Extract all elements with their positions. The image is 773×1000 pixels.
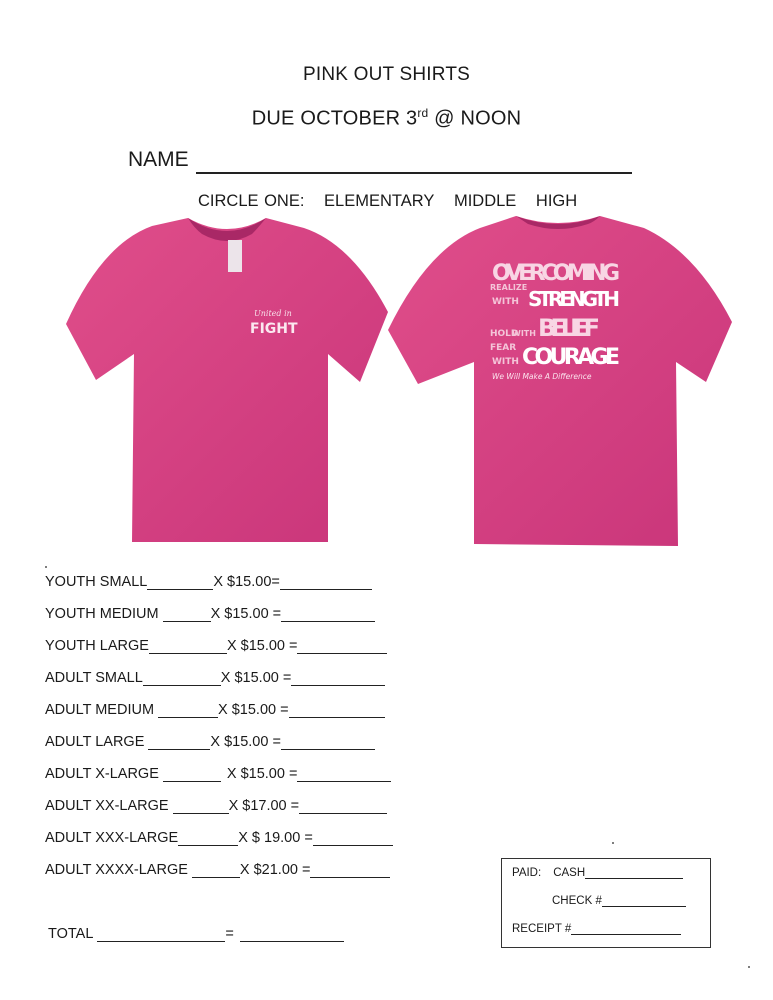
quantity-field[interactable]: [178, 831, 238, 846]
payment-box: [501, 858, 711, 948]
due-date: [0, 106, 773, 131]
quantity-field[interactable]: [149, 639, 227, 654]
size-label: ADULT X-LARGE: [45, 766, 159, 782]
logo-script-text: United in: [254, 309, 292, 318]
print-hold: HOLD: [490, 329, 519, 339]
print-with-1: WITH: [492, 297, 519, 307]
form-title: PINK OUT SHIRTS: [303, 64, 470, 85]
paid-label: PAID:: [512, 867, 542, 879]
option-middle[interactable]: MIDDLE: [453, 192, 517, 210]
total-label: TOTAL: [48, 926, 94, 942]
price-label: X $15.00 =: [220, 670, 292, 686]
quantity-field[interactable]: [163, 607, 211, 622]
check-line: [552, 895, 686, 907]
quantity-field[interactable]: [148, 735, 210, 750]
order-row-adult-xxx-large: [45, 826, 393, 846]
size-label: ADULT MEDIUM: [45, 702, 155, 718]
paid-cash-line: [512, 867, 683, 879]
check-label: CHECK #: [552, 895, 602, 907]
amount-field[interactable]: [280, 575, 372, 590]
size-label: YOUTH SMALL: [45, 574, 148, 590]
price-label: X $ 19.00 =: [238, 830, 313, 846]
order-row-youth-small: [45, 570, 372, 590]
circle-one-label: CIRCLE ONE:: [198, 192, 305, 210]
print-with-2: WITH: [512, 329, 536, 338]
amount-field[interactable]: [281, 735, 375, 750]
size-label: YOUTH MEDIUM: [45, 606, 159, 622]
order-row-youth-medium: [45, 602, 375, 622]
size-label: ADULT XX-LARGE: [45, 798, 169, 814]
total-quantity-field[interactable]: [97, 927, 225, 942]
quantity-field[interactable]: [147, 575, 213, 590]
amount-field[interactable]: [299, 799, 387, 814]
amount-field[interactable]: [289, 703, 385, 718]
amount-field[interactable]: [297, 639, 387, 654]
quantity-field[interactable]: [173, 799, 229, 814]
price-label: X $15.00 =: [210, 734, 281, 750]
print-strength: STRENGTH: [528, 287, 620, 311]
amount-field[interactable]: [313, 831, 393, 846]
amount-field[interactable]: [281, 607, 375, 622]
check-number-field[interactable]: [602, 895, 686, 907]
print-overcoming: OVERCOMING: [492, 261, 620, 286]
name-field[interactable]: [196, 172, 632, 174]
logo-main-text: FIGHT: [250, 321, 298, 337]
united-in-fight-logo: [250, 309, 298, 337]
size-label: ADULT SMALL: [45, 670, 143, 686]
print-with-3: WITH: [492, 357, 519, 367]
order-row-adult-xxxx-large: [45, 858, 390, 878]
print-realize: REALIZE: [490, 283, 528, 292]
quantity-field[interactable]: [158, 703, 218, 718]
cash-label: CASH: [553, 867, 586, 879]
total-equals: =: [225, 926, 234, 942]
price-label: X $15.00 =: [226, 638, 298, 654]
order-row-adult-x-large: [45, 762, 391, 782]
size-label: ADULT LARGE: [45, 734, 145, 750]
quantity-field[interactable]: [163, 767, 221, 782]
total-amount-field[interactable]: [240, 927, 344, 942]
price-label: X $15.00 =: [218, 702, 289, 718]
price-label: X $21.00 =: [239, 862, 311, 878]
shirt-front-image: [66, 214, 388, 542]
quantity-field[interactable]: [143, 671, 221, 686]
amount-field[interactable]: [297, 767, 391, 782]
scan-speck: [748, 966, 750, 968]
scan-speck: [45, 566, 47, 568]
order-row-adult-medium: [45, 698, 385, 718]
option-elementary[interactable]: ELEMENTARY: [324, 192, 435, 210]
order-row-adult-small: [45, 666, 385, 686]
scan-speck: [612, 842, 614, 844]
quantity-field[interactable]: [192, 863, 240, 878]
order-row-adult-large: [45, 730, 375, 750]
print-fear: FEAR: [490, 343, 517, 353]
total-row: [48, 926, 344, 942]
cash-field[interactable]: [585, 867, 683, 879]
shirt-back-image: [388, 212, 732, 546]
receipt-number-field[interactable]: [571, 923, 681, 935]
order-row-adult-xx-large: [45, 794, 387, 814]
size-label: ADULT XXX-LARGE: [45, 830, 179, 846]
due-date-ordinal: rd: [417, 106, 429, 120]
print-tagline: We Will Make A Difference: [492, 372, 592, 381]
name-label: NAME: [128, 148, 189, 171]
receipt-label: RECEIPT #: [512, 923, 572, 935]
school-level-selector: [198, 192, 591, 211]
option-high[interactable]: HIGH: [535, 192, 578, 210]
price-label: X $17.00 =: [228, 798, 300, 814]
price-label: X $15.00 =: [210, 606, 282, 622]
price-label: X $15.00=: [213, 574, 280, 590]
amount-field[interactable]: [291, 671, 385, 686]
size-label: ADULT XXXX-LARGE: [45, 862, 188, 878]
amount-field[interactable]: [310, 863, 390, 878]
receipt-line: [512, 923, 681, 935]
price-label: X $15.00 =: [226, 766, 298, 782]
print-courage: COURAGE: [522, 345, 620, 370]
print-belief: BELIEF: [538, 314, 600, 342]
size-label: YOUTH LARGE: [45, 638, 149, 654]
order-row-youth-large: [45, 634, 387, 654]
due-date-time: @ NOON: [428, 107, 522, 130]
due-date-text: DUE OCTOBER 3: [251, 107, 418, 130]
